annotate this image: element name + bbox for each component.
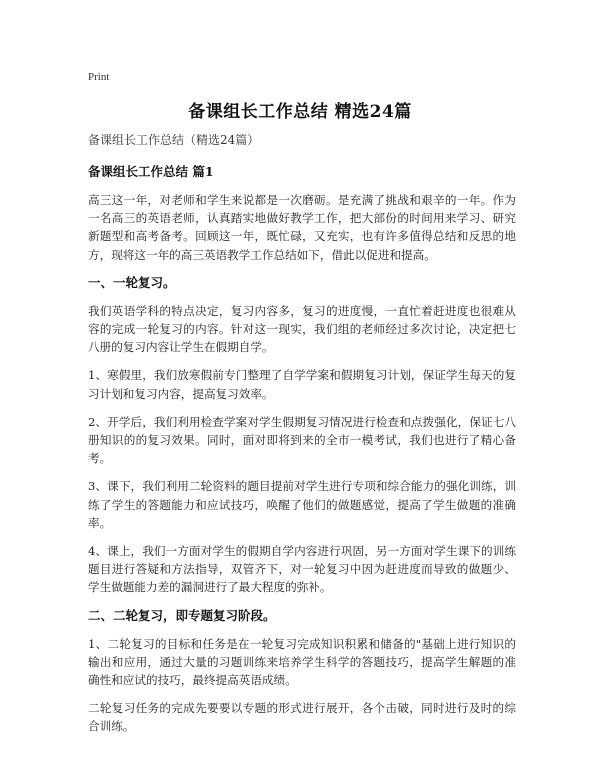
section-heading-1: 一、一轮复习。 (88, 274, 176, 290)
article-heading: 备课组长工作总结 篇1 (88, 164, 214, 179)
section1-paragraph: 1、寒假里，我们放寒假前专门整理了自学学案和假期复习计划，保证学生每天的复习计划和复习内容，提高复习效率。 (88, 368, 516, 401)
document-title: 备课组长工作总结 精选24篇 (188, 102, 412, 122)
document-subtitle: 备课组长工作总结（精选24篇） (88, 133, 260, 147)
section1-paragraph: 3、课下，我们利用二轮资料的题目提前对学生进行专项和综合能力的强化训练，训练了学生的答题能力和应试技巧，唤醒了他们的做题感觉，提高了学生做题的准确率。 (88, 479, 516, 530)
section-heading-2: 二、二轮复习，即专题复习阶段。 (88, 607, 276, 623)
intro-paragraph: 高三这一年，对老师和学生来说都是一次磨砺。是充满了挑战和艰辛的一年。作为一名高三的英语老师，认真踏实地做好教学工作，把大部份的时间用来学习、研究新题型和高考备考。回顾这一年，既忙碌，又充实，也有许多值得总结和反思的地方，现将这一年的高三英语教学工作总结如下，借此以促进和提高。 (88, 193, 516, 262)
print-label[interactable]: Print (88, 71, 110, 83)
section1-paragraph: 我们英语学科的特点决定，复习内容多，复习的进度慢，一直忙着赶进度也很难从容的完成一轮复习的内容。针对这一现实，我们组的老师经过多次讨论，决定把七八册的复习内容让学生在假期自学。 (88, 303, 516, 355)
section2-paragraph: 1、二轮复习的目标和任务是在一轮复习完成知识积累和储备的"基础上进行知识的输出和应用，通过大量的习题训练来培养学生科学的答题技巧，提高学生解题的准确性和应试的技巧，最终提高英语成绩。 (88, 636, 516, 688)
section2-paragraph: 二轮复习任务的完成先要要以专题的形式进行展开，各个击破，同时进行及时的综合训练。 (88, 701, 516, 734)
section1-paragraph: 2、开学后，我们利用检查学案对学生假期复习情况进行检查和点拨强化，保证七八册知识的的复习效果。同时，面对即将到来的全市一模考试，我们也进行了精心备考。 (88, 414, 516, 466)
section1-paragraph: 4、课上，我们一方面对学生的假期自学内容进行巩固，另一方面对学生课下的训练题目进行答疑和方法指导，双管齐下，对一轮复习中因为赶进度而导致的做题少、学生做题能力差的漏洞进行了最大程度的弥补。 (88, 544, 516, 595)
document-body (88, 131, 516, 746)
